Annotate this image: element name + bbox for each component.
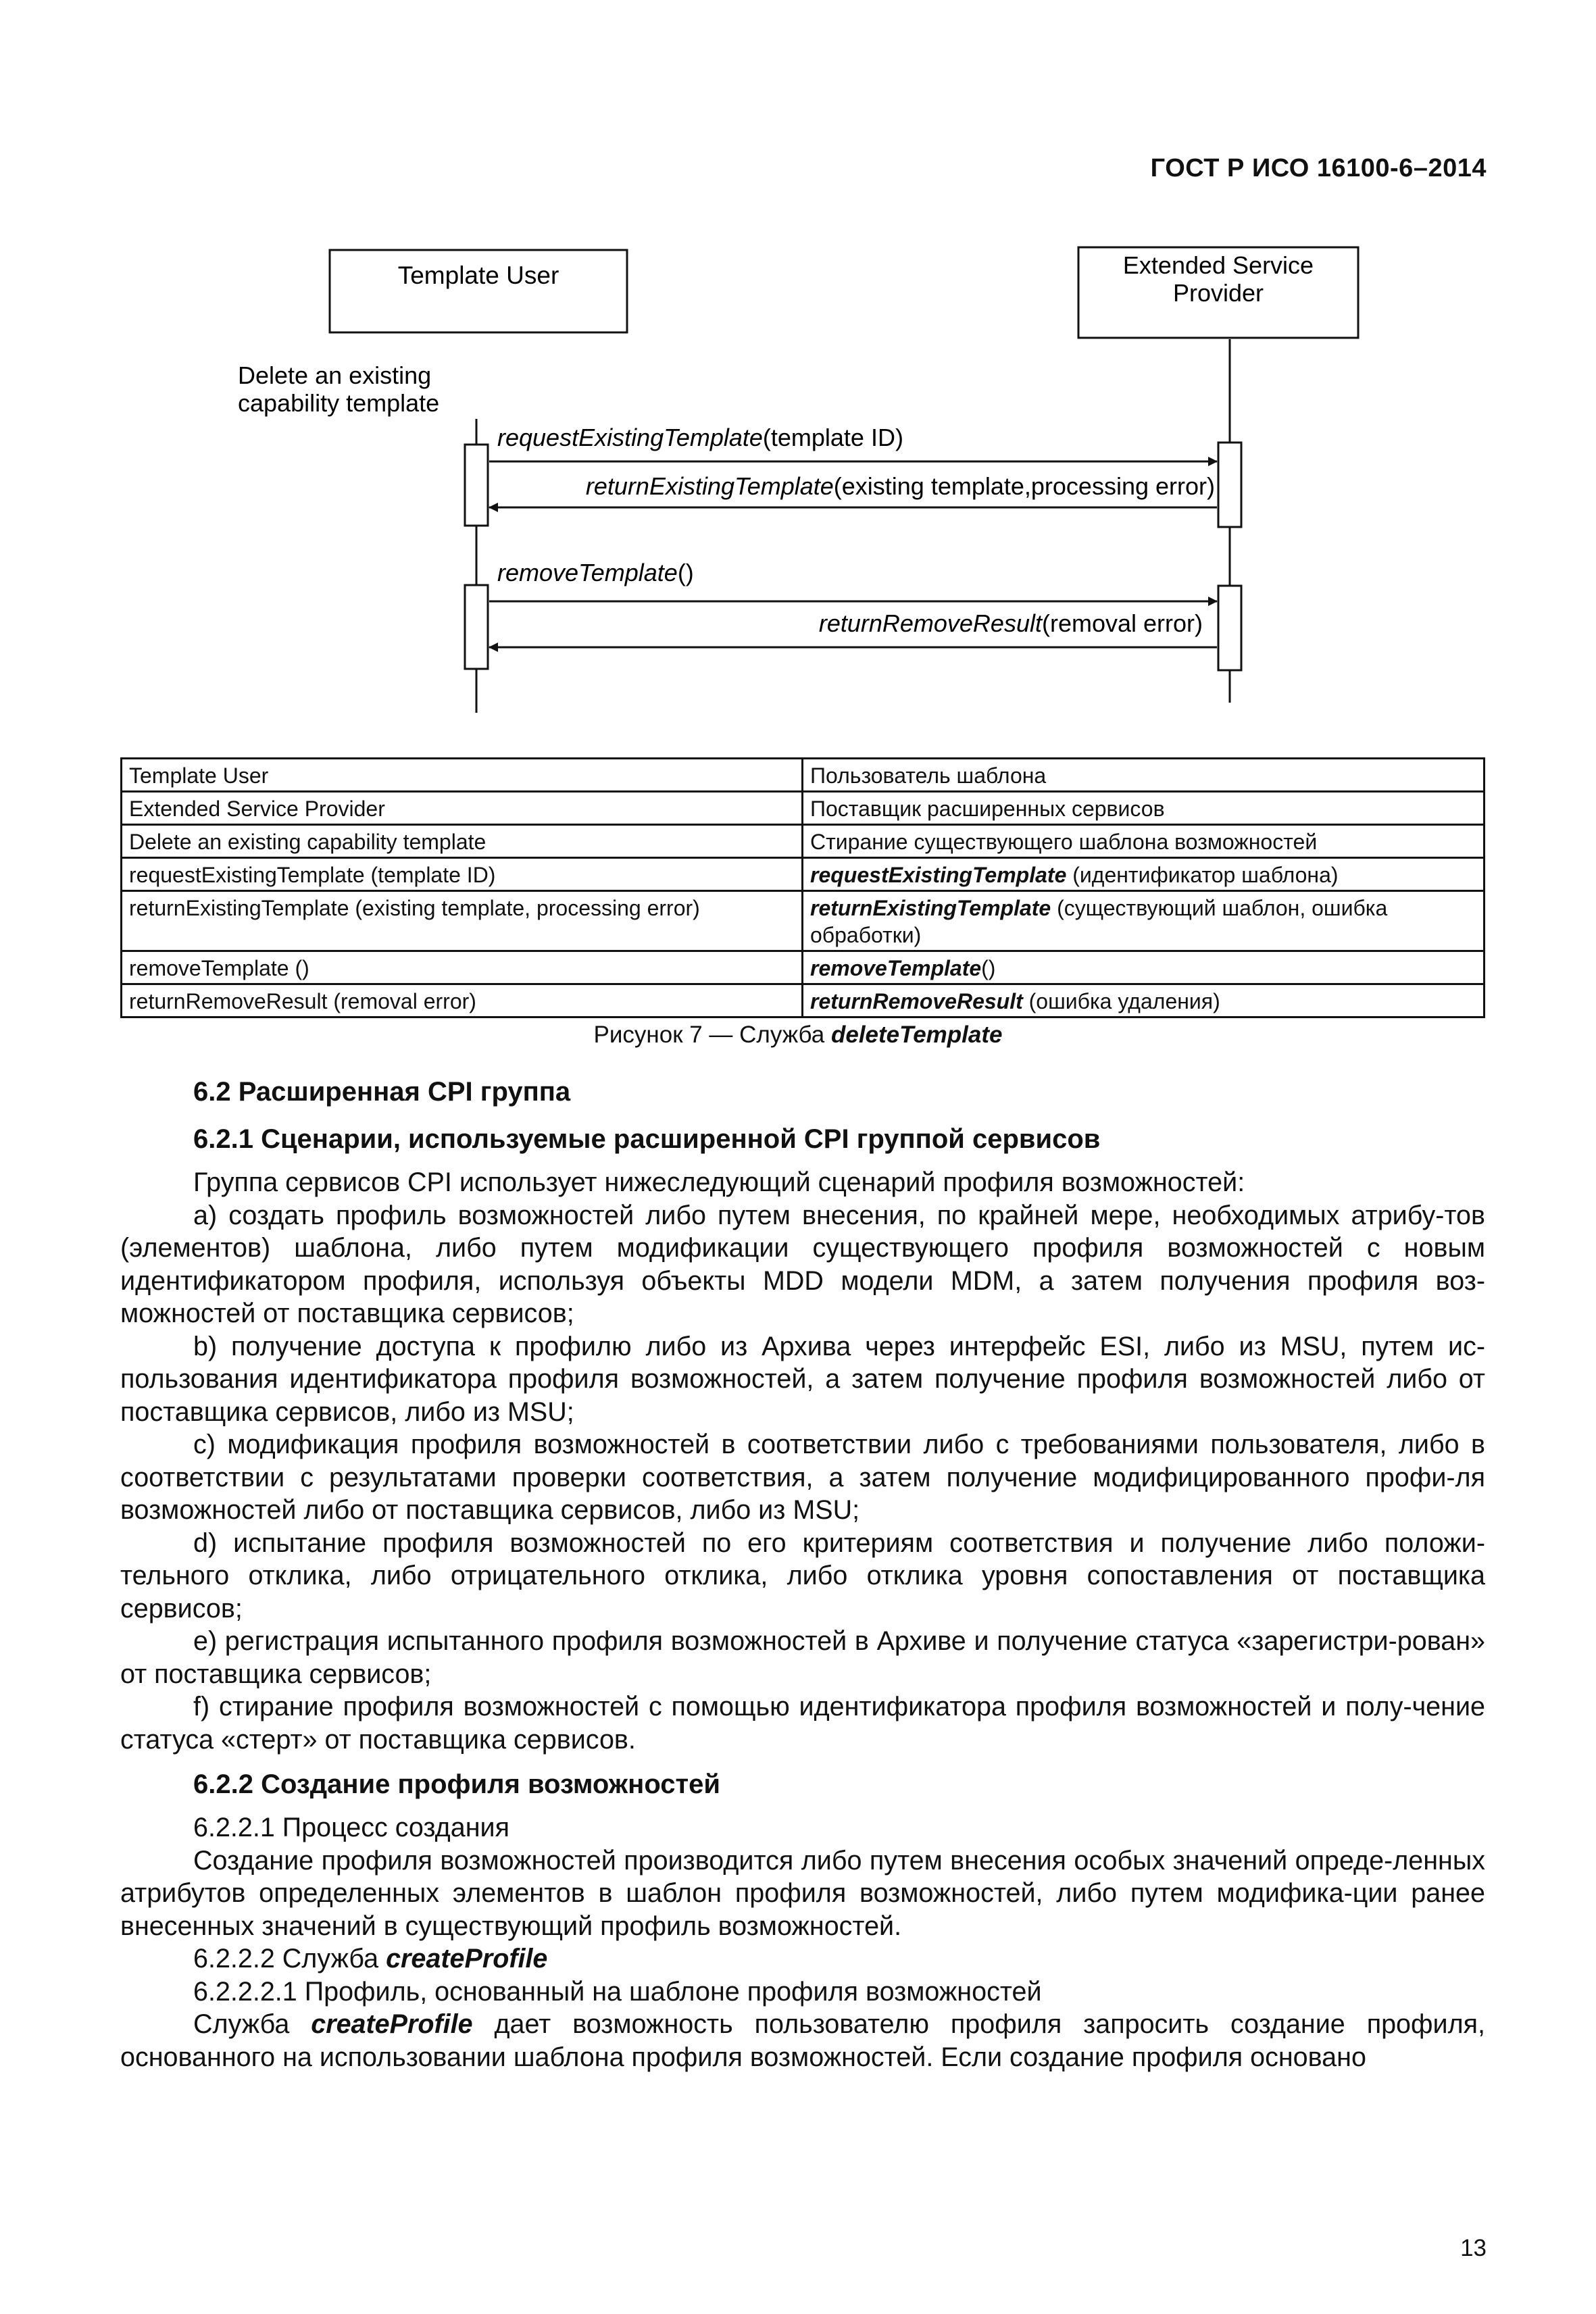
paragraph-item-d: d) испытание профиля возможностей по его критериям соответствия и получение либо положи-тельного отклика, либо отрицательного отклика, либо отклика уровня сопоставления от поставщика сервисов; [120,1528,1485,1624]
paragraph-item-a: a) создать профиль возможностей либо путем внесения, по крайней мере, необходимых атрибу-тов (элементов) шаблона, либо путем модификации существующего профиля возможностей с новым идентификатором профиля, используя объекты MDD модели MDM, а затем получения профиля воз-можностей от поставщика сервисов; [120,1200,1485,1328]
table-row [122,951,1485,984]
document-header: ГОСТ Р ИСО 16100-6–2014 [1150,154,1487,182]
activation-user-2 [465,585,488,669]
figure-caption: Рисунок 7 — Служба deleteTemplate [593,1022,1003,1048]
paragraph-last: Служба createProfile дает возможность пользователю профиля запросить создание профиля, основанного на использовании шаблона профиля возможностей. Если создание профиля основано [120,2009,1485,2072]
paragraph-6-2-2-2-1: 6.2.2.2.1 Профиль, основанный на шаблоне профиля возможностей [193,1976,1042,2007]
sequence-diagram-svg [0,0,1596,730]
paragraph-item-f: f) стирание профиля возможностей с помощью идентификатора профиля возможностей и полу-чение статуса «стерт» от поставщика сервисов. [120,1692,1485,1755]
activation-provider-2 [1218,586,1241,670]
section-heading-6-2-1: 6.2.1 Сценарии, используемые расширенной CPI группой сервисов [193,1124,1101,1154]
legend-cell-ru: Поставщик расширенных сервисов [803,792,1485,825]
page-number: 13 [1460,2235,1487,2261]
paragraph-item-b: b) получение доступа к профилю либо из Архива через интерфейс ESI, либо из MSU, путем ис-пользования идентификатора профиля возможностей, а затем получение профиля возможностей либо от поставщика сервисов, либо из MSU; [120,1331,1485,1427]
actor-label-user: Template User [397,261,559,289]
message-label-1: requestExistingTemplate(template ID) [497,424,903,451]
actor-label-provider-1: Extended Service [1122,251,1314,279]
table-row [122,792,1485,825]
legend-cell-en: returnExistingTemplate (existing template, processing error) [122,891,803,951]
note-line-1: Delete an existing [238,361,432,389]
section-heading-6-2-2: 6.2.2 Создание профиля возможностей [193,1769,720,1799]
note-line-2: capability template [238,389,440,417]
legend-cell-en: Template User [122,759,803,792]
paragraph-6-2-2-2: 6.2.2.2 Служба createProfile [193,1944,548,1973]
paragraph-intro: Группа сервисов CPI использует нижеследующий сценарий профиля возможностей: [193,1167,1245,1197]
message-label-3: removeTemplate() [497,559,694,586]
legend-cell-en: removeTemplate () [122,951,803,984]
legend-table [120,757,1485,1018]
table-row [122,891,1485,951]
table-row [122,984,1485,1017]
document-body [120,1074,1485,2073]
legend-cell-en: returnRemoveResult (removal error) [122,984,803,1017]
legend-cell-ru: Пользователь шаблона [803,759,1485,792]
paragraph-item-c: c) модификация профиля возможностей в соответствии либо с требованиями пользователя, либо в соответствии с результатами проверки соответствия, а затем получение модифицированного профи-ля возможностей либо от поставщика сервисов, либо из MSU; [120,1430,1485,1525]
legend-cell-en: Extended Service Provider [122,792,803,825]
paragraph-6-2-2-1: 6.2.2.1 Процесс создания [193,1813,509,1842]
actor-label-provider-2: Provider [1172,279,1264,307]
activation-provider-1 [1218,443,1241,527]
paragraph-creation: Создание профиля возможностей производится либо путем внесения особых значений опреде-ленных атрибутов определенных элементов в шаблон профиля возможностей, либо путем модифика-ции ранее внесенных значений в существующий профиль возможностей. [120,1845,1485,1941]
paragraph-item-e: e) регистрация испытанного профиля возможностей в Архиве и получение статуса «зарегистри-рован» от поставщика сервисов; [120,1626,1485,1689]
legend-cell-ru: Стирание существующего шаблона возможностей [803,825,1485,858]
legend-cell-en: requestExistingTemplate (template ID) [122,858,803,891]
message-label-2: returnExistingTemplate(existing template,processing error) [585,472,1215,500]
legend-cell-ru: requestExistingTemplate (идентификатор шаблона) [803,858,1485,891]
legend-cell-en: Delete an existing capability template [122,825,803,858]
section-heading-6-2: 6.2 Расширенная CPI группа [193,1077,571,1107]
legend-cell-ru: returnExistingTemplate (существующий шаблон, ошибка обработки) [803,891,1485,951]
table-row [122,759,1485,792]
sequence-diagram [0,0,1596,730]
table-row [122,825,1485,858]
legend-cell-ru: returnRemoveResult (ошибка удаления) [803,984,1485,1017]
message-label-4: returnRemoveResult(removal error) [818,609,1203,637]
table-row [122,858,1485,891]
legend-cell-ru: removeTemplate() [803,951,1485,984]
activation-user-1 [465,445,488,526]
